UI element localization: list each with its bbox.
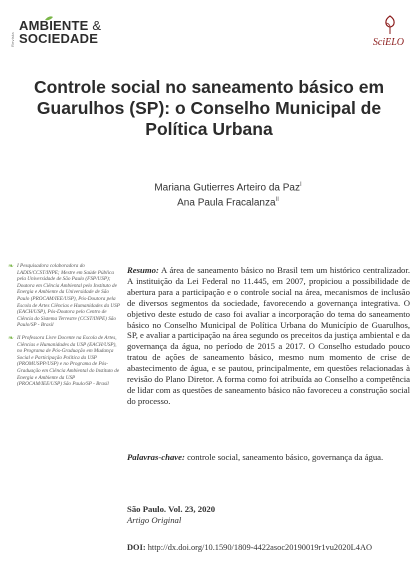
journal-name-line2: SOCIEDADE — [19, 31, 99, 46]
keywords-text: controle social, saneamento básico, governança da água. — [187, 452, 384, 462]
keywords — [127, 452, 410, 463]
author-affiliations — [8, 263, 120, 394]
affiliation-mark: II — [17, 334, 21, 341]
scielo-logo — [368, 14, 404, 48]
affiliation-text: Professora Livre Docente na Escola de Artes, Ciências e Humanidades da USP (EACH/USP), no Programa de Pós-Graduação em Mudança Social e Participação Política da USP (PROMUSPP/USP) e no Programa de Pós-Graduação em Ciência Ambiental do Instituto de Energia e Ambiente da USP (PROCAM/IEE/USP) São Paulo/SP - Brasil — [17, 334, 120, 388]
author-item — [118, 194, 338, 209]
author-name: Mariana Gutierres Arteiro da Paz — [154, 182, 300, 194]
affiliation-mark: I — [17, 263, 19, 269]
article-type: Artigo Original — [127, 515, 182, 525]
abstract-label: Resumo: — [127, 265, 159, 275]
journal-logo-vertical-text: Revista — [10, 32, 15, 47]
journal-name-line1: AMBIENTE & — [19, 18, 102, 33]
journal-logo — [10, 7, 120, 51]
doi-label: DOI: — [127, 543, 146, 552]
publication-info — [127, 504, 410, 526]
doi — [127, 543, 412, 552]
scielo-label: SciELO — [372, 37, 404, 48]
abstract-text: A área de saneamento básico no Brasil tem um histórico centralizador. A instituição da Lei Federal no 11.445, em 2007, propiciou a possibilidade de abertura para a participação e o controle social na área, mecanismos de inclusão de diversos segmentos da sociedade, favorecendo a governança integrativa. O objetivo deste estudo de caso foi avaliar a incorporação do tema do saneamento básico no Conselho Municipal de Política Urbana do Município de Guarulhos, SP, e avaliar a participação na área segundo os preceitos da justiça ambiental e da governança da água, no período de 2015 a 2017. O Conselho estudado pouco tratou de ações de saneamento básico, mesmo num momento de crise de abastecimento de água, e se pautou, principalmente, em questões relacionadas à revisão do Plano Diretor. A forma como foi atribuída ao Conselho a competência de lidar com as questões de saneamento básico não favoreceu a construção social do processo. — [127, 265, 410, 406]
author-mark: I — [299, 182, 302, 188]
affiliation-text: Pesquisadora colaboradora do LADIS/CCST/INPE; Mestre em Saúde Pública pela Universidade de São Paulo (FSP/USP); Doutora em Ciência Ambiental pelo Instituto de Energia e Ambiente da Universidade de São Paulo (PROCAM/IEE/USP), Pós-Doutora pela Escola de Artes Ciências e Humanidades da USP (EACH/USP), Pós-Doutora pelo Centro de Ciência do Sistema Terrestre (CCST/INPE) São Paulo/SP - Brasil — [17, 263, 120, 329]
affiliation-bullet-icon: ❧ — [8, 262, 14, 270]
doi-link[interactable]: http://dx.doi.org/10.1590/1809-4422asoc20190019r1vu2020L4AO — [147, 543, 373, 552]
author-mark: II — [275, 197, 279, 204]
article-title: Controle social no saneamento básico em Guarulhos (SP): o Conselho Municipal de Política Urbana — [33, 77, 385, 139]
publication-volume: São Paulo. Vol. 23, 2020 — [127, 504, 216, 514]
author-name: Ana Paula Fracalanza — [177, 197, 276, 209]
authors — [118, 179, 338, 210]
scielo-icon — [380, 14, 400, 36]
affiliation-note — [8, 263, 120, 329]
keywords-label: Palavras-chave: — [127, 452, 185, 462]
author-item — [118, 179, 338, 194]
abstract — [127, 265, 410, 407]
affiliation-note — [8, 335, 120, 388]
affiliation-bullet-icon: ❧ — [8, 333, 14, 342]
